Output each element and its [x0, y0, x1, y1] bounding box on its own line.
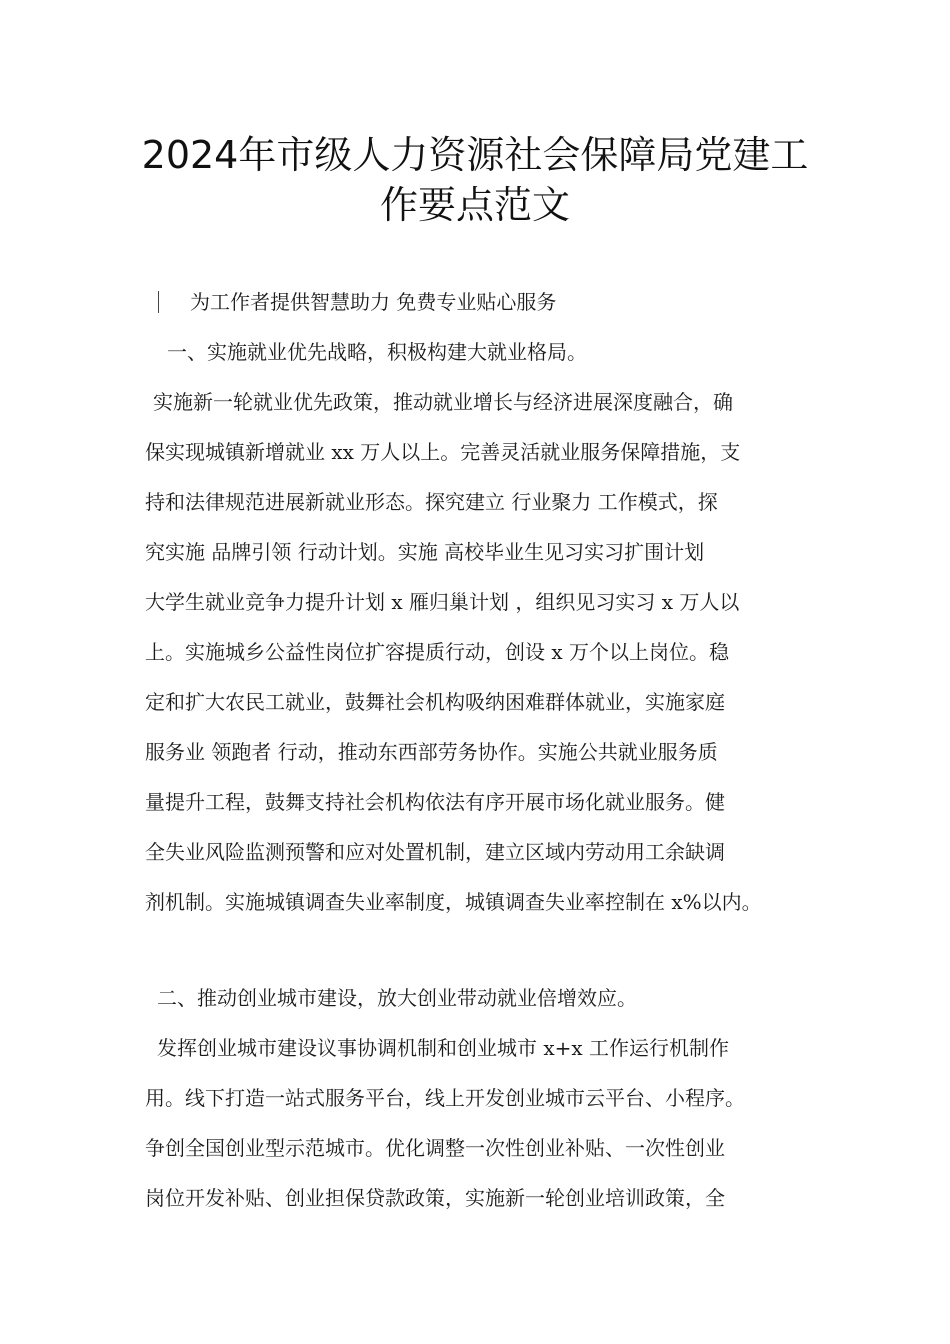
service-banner: 为工作者提供智慧助力 免费专业贴心服务	[190, 290, 557, 314]
section-1-line: 实施新一轮就业优先政策，推动就业增长与经济进展深度融合，确	[153, 390, 733, 414]
section-1-line: 上。实施城乡公益性岗位扩容提质行动，创设 x 万个以上岗位。稳	[145, 640, 729, 664]
section-1-line: 剂机制。实施城镇调查失业率制度，城镇调查失业率控制在 x%以内。	[145, 890, 762, 914]
banner-divider	[158, 291, 159, 313]
section-1-line: 量提升工程，鼓舞支持社会机构依法有序开展市场化就业服务。健	[145, 790, 725, 814]
section-1-line: 究实施 品牌引领 行动计划。实施 高校毕业生见习实习扩围计划	[145, 540, 705, 564]
section-1-line: 大学生就业竞争力提升计划 x 雁归巢计划 ，组织见习实习 x 万人以	[145, 590, 740, 614]
document-title-line-1: 2024年市级人力资源社会保障局党建工	[141, 133, 809, 177]
section-1-heading: 一、实施就业优先战略，积极构建大就业格局。	[167, 340, 587, 364]
section-2-heading: 二、推动创业城市建设，放大创业带动就业倍增效应。	[157, 986, 637, 1010]
section-1-line: 全失业风险监测预警和应对处置机制，建立区域内劳动用工余缺调	[145, 840, 725, 864]
section-1-line: 持和法律规范进展新就业形态。探究建立 行业聚力 工作模式，探	[145, 490, 718, 514]
section-2-line: 用。线下打造一站式服务平台，线上开发创业城市云平台、小程序。	[145, 1086, 745, 1110]
document-title-line-2: 作要点范文	[379, 183, 570, 227]
section-2-line: 岗位开发补贴、创业担保贷款政策，实施新一轮创业培训政策，全	[145, 1186, 725, 1210]
section-1-line: 定和扩大农民工就业，鼓舞社会机构吸纳困难群体就业，实施家庭	[145, 690, 725, 714]
section-1-line: 保实现城镇新增就业 xx 万人以上。完善灵活就业服务保障措施，支	[145, 440, 741, 464]
section-2-line: 争创全国创业型示范城市。优化调整一次性创业补贴、一次性创业	[145, 1136, 725, 1160]
section-1-line: 服务业 领跑者 行动，推动东西部劳务协作。实施公共就业服务质	[145, 740, 718, 764]
section-2-line: 发挥创业城市建设议事协调机制和创业城市 x+x 工作运行机制作	[157, 1036, 730, 1060]
